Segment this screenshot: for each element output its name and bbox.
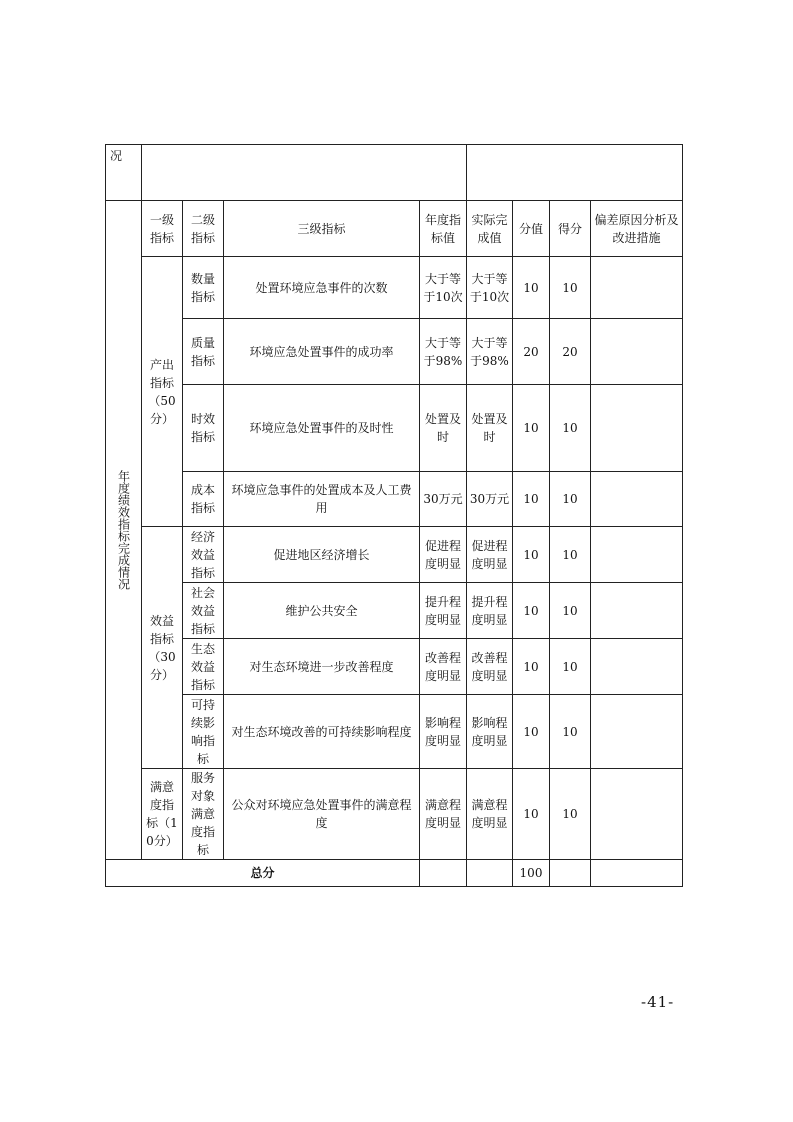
row-deviation [591, 257, 683, 319]
row-score: 10 [550, 257, 591, 319]
row-actual: 大于等于10次 [467, 257, 513, 319]
row-level3: 公众对环境应急处置事件的满意程度 [224, 769, 420, 860]
header-level1: 一级指标 [142, 201, 183, 257]
row-level3: 处置环境应急事件的次数 [224, 257, 420, 319]
row-score: 10 [550, 639, 591, 695]
row-level2: 可持续影响指标 [183, 695, 224, 769]
row-deviation [591, 319, 683, 385]
group-satisfaction: 满意度指标（10分） [142, 769, 183, 860]
row-level3: 环境应急事件的处置成本及人工费用 [224, 472, 420, 527]
row-level3: 环境应急处置事件的及时性 [224, 385, 420, 472]
header-deviation: 偏差原因分析及改进措施 [591, 201, 683, 257]
row-score: 10 [550, 527, 591, 583]
table-row [106, 319, 683, 385]
row-deviation [591, 695, 683, 769]
total-label: 总分 [106, 860, 420, 887]
header-score: 得分 [550, 201, 591, 257]
row-target: 处置及时 [420, 385, 467, 472]
header-weight: 分值 [513, 201, 550, 257]
table-row [106, 257, 683, 319]
row-weight: 10 [513, 583, 550, 639]
table-row [106, 769, 683, 860]
row-deviation [591, 639, 683, 695]
row-weight: 10 [513, 472, 550, 527]
header-target: 年度指标值 [420, 201, 467, 257]
header-actual: 实际完成值 [467, 201, 513, 257]
row-weight: 10 [513, 639, 550, 695]
row-deviation [591, 385, 683, 472]
header-row [106, 201, 683, 257]
row-actual: 处置及时 [467, 385, 513, 472]
row-weight: 20 [513, 319, 550, 385]
table-row [106, 472, 683, 527]
fragment-row [106, 145, 683, 201]
group-output: 产出指标（50分） [142, 257, 183, 527]
row-actual: 改善程度明显 [467, 639, 513, 695]
fragment-cell-a [142, 145, 467, 201]
row-actual: 促进程度明显 [467, 527, 513, 583]
row-level3: 维护公共安全 [224, 583, 420, 639]
row-target: 促进程度明显 [420, 527, 467, 583]
fragment-cell-b [467, 145, 683, 201]
row-target: 影响程度明显 [420, 695, 467, 769]
total-row [106, 860, 683, 887]
row-level2: 生态效益指标 [183, 639, 224, 695]
row-level2: 社会效益指标 [183, 583, 224, 639]
header-level3: 三级指标 [224, 201, 420, 257]
row-level2: 质量指标 [183, 319, 224, 385]
table-row [106, 583, 683, 639]
row-level2: 时效指标 [183, 385, 224, 472]
total-deviation [591, 860, 683, 887]
row-weight: 10 [513, 527, 550, 583]
performance-table [105, 144, 683, 887]
row-level2: 经济效益指标 [183, 527, 224, 583]
row-target: 满意程度明显 [420, 769, 467, 860]
total-score [550, 860, 591, 887]
table-row [106, 527, 683, 583]
row-weight: 10 [513, 769, 550, 860]
total-actual [467, 860, 513, 887]
table-row [106, 695, 683, 769]
row-level2: 成本指标 [183, 472, 224, 527]
row-deviation [591, 472, 683, 527]
table-row [106, 639, 683, 695]
row-score: 10 [550, 583, 591, 639]
row-score: 10 [550, 472, 591, 527]
table-row [106, 385, 683, 472]
row-actual: 满意程度明显 [467, 769, 513, 860]
row-actual: 大于等于98% [467, 319, 513, 385]
row-target: 大于等于98% [420, 319, 467, 385]
row-level3: 对生态环境改善的可持续影响程度 [224, 695, 420, 769]
row-level3: 对生态环境进一步改善程度 [224, 639, 420, 695]
row-target: 改善程度明显 [420, 639, 467, 695]
header-level2: 二级指标 [183, 201, 224, 257]
row-actual: 影响程度明显 [467, 695, 513, 769]
row-actual: 30万元 [467, 472, 513, 527]
total-target [420, 860, 467, 887]
row-level2: 数量指标 [183, 257, 224, 319]
row-level3: 促进地区经济增长 [224, 527, 420, 583]
row-target: 大于等于10次 [420, 257, 467, 319]
row-score: 20 [550, 319, 591, 385]
total-weight: 100 [513, 860, 550, 887]
page-number: -41- [641, 993, 675, 1011]
section-label: 年度绩效指标完成情况 [106, 201, 142, 860]
row-deviation [591, 583, 683, 639]
row-deviation [591, 527, 683, 583]
row-score: 10 [550, 385, 591, 472]
row-level3: 环境应急处置事件的成功率 [224, 319, 420, 385]
row-actual: 提升程度明显 [467, 583, 513, 639]
row-weight: 10 [513, 385, 550, 472]
row-score: 10 [550, 695, 591, 769]
row-weight: 10 [513, 695, 550, 769]
row-weight: 10 [513, 257, 550, 319]
fragment-label: 况 [106, 145, 142, 201]
row-target: 提升程度明显 [420, 583, 467, 639]
row-score: 10 [550, 769, 591, 860]
group-benefit: 效益指标（30分） [142, 527, 183, 769]
row-deviation [591, 769, 683, 860]
row-target: 30万元 [420, 472, 467, 527]
row-level2: 服务对象满意度指标 [183, 769, 224, 860]
